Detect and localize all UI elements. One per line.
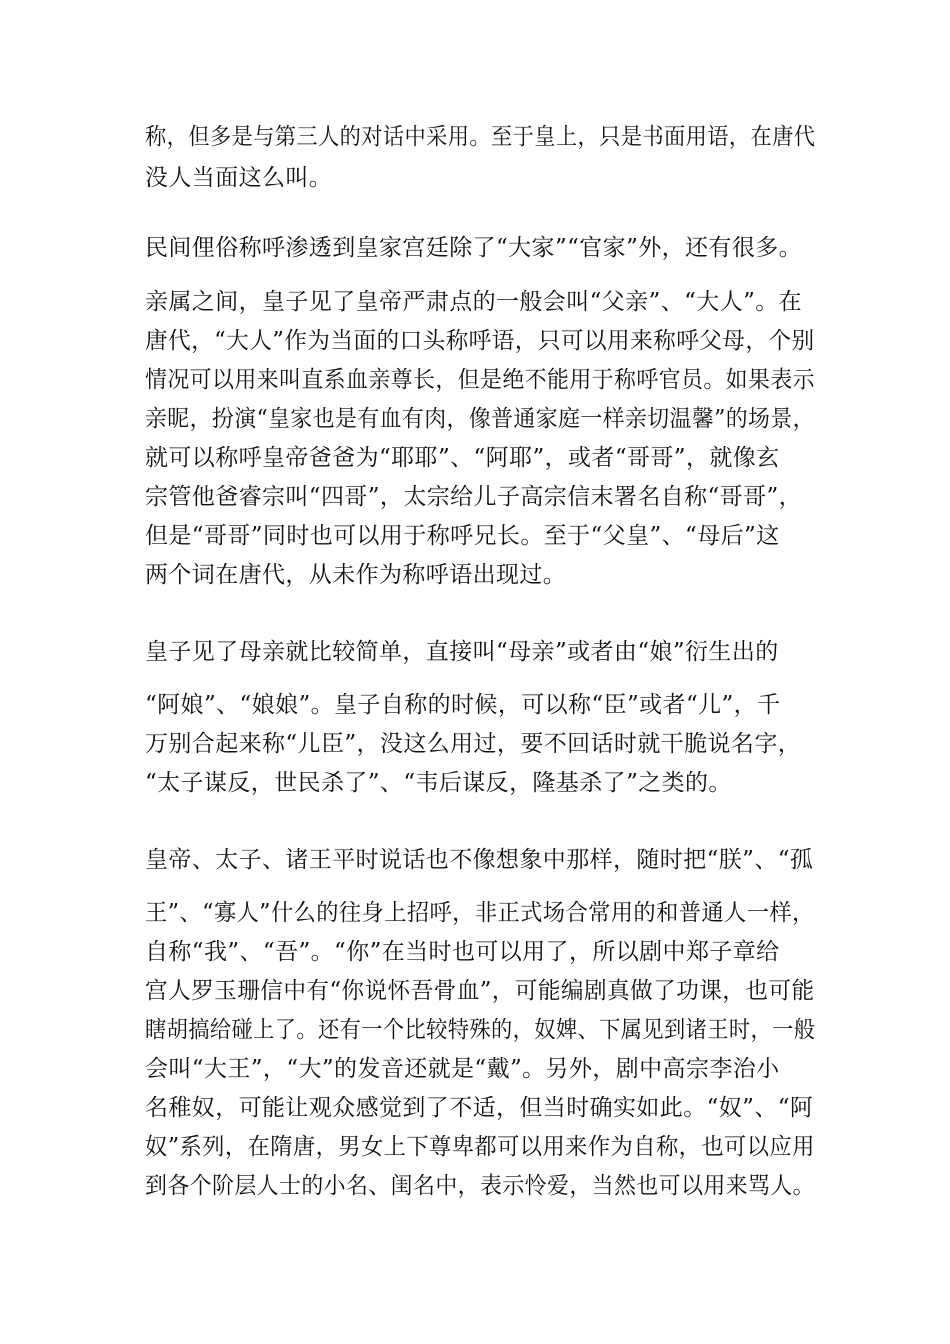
text-line: 唐代，“大人”作为当面的口头称呼语，只可以用来称呼父母，个别 — [145, 328, 815, 354]
text-line: 宗管他爸睿宗叫“四哥”，太宗给儿子高宗信末署名自称“哥哥”， — [145, 484, 803, 510]
text-line: 瞎胡搞给碰上了。还有一个比较特殊的，奴婢、下属见到诸王时，一般 — [145, 1017, 816, 1043]
text-line: 皇帝、太子、诸王平时说话也不像想象中那样，随时把“朕”、“孤 — [145, 847, 814, 873]
text-line: 到各个阶层人士的小名、闺名中，表示怜爱，当然也可以用来骂人。 — [145, 1173, 815, 1199]
text-line: “太子谋反，世民杀了”、“韦后谋反，隆基杀了”之类的。 — [145, 770, 732, 796]
text-line: 亲属之间，皇子见了皇帝严肃点的一般会叫“父亲”、“大人”。在 — [145, 289, 803, 315]
text-line: 没人当面这么叫。 — [145, 165, 333, 191]
text-line: 亲昵，扮演“皇家也是有血有肉，像普通家庭一样亲切温馨”的场景， — [145, 406, 815, 432]
text-line: 但是“哥哥”同时也可以用于称呼兄长。至于“父皇”、“母后”这 — [145, 523, 780, 549]
text-line: 奴”系列，在隋唐，男女上下尊卑都可以用来作为自称，也可以应用 — [145, 1134, 815, 1160]
text-line: 民间俚俗称呼渗透到皇家宫廷除了“大家”“官家”外，还有很多。 — [145, 235, 803, 261]
text-line: “阿娘”、“娘娘”。皇子自称的时候，可以称“臣”或者“儿”，千 — [145, 692, 781, 718]
text-line: 自称“我”、“吾”。“你”在当时也可以用了，所以剧中郑子章给 — [145, 939, 780, 965]
text-line: 称，但多是与第三人的对话中采用。至于皇上，只是书面用语，在唐代 — [145, 124, 816, 150]
text-line: 皇子见了母亲就比较简单，直接叫“母亲”或者由“娘”衍生出的 — [145, 639, 779, 665]
text-line: 会叫“大王”，“大”的发音还就是“戴”。另外，剧中高宗李治小 — [145, 1056, 780, 1082]
text-line: 万别合起来称“儿臣”，没这么用过，要不回话时就干脆说名字， — [145, 731, 802, 757]
text-line: 两个词在唐代，从未作为称呼语出现过。 — [145, 562, 567, 588]
text-line: 情况可以用来叫直系血亲尊长，但是绝不能用于称呼官员。如果表示 — [145, 367, 815, 393]
text-line: 就可以称呼皇帝爸爸为“耶耶”、“阿耶”，或者“哥哥”，就像玄 — [145, 445, 780, 471]
text-line: 名稚奴，可能让观众感觉到了不适，但当时确实如此。“奴”、“阿 — [145, 1095, 814, 1121]
text-line: 宫人罗玉珊信中有“你说怀吾骨血”，可能编剧真做了功课，也可能 — [145, 978, 815, 1004]
text-line: 王”、“寡人”什么的往身上招呼，非正式场合常用的和普通人一样， — [145, 900, 815, 926]
